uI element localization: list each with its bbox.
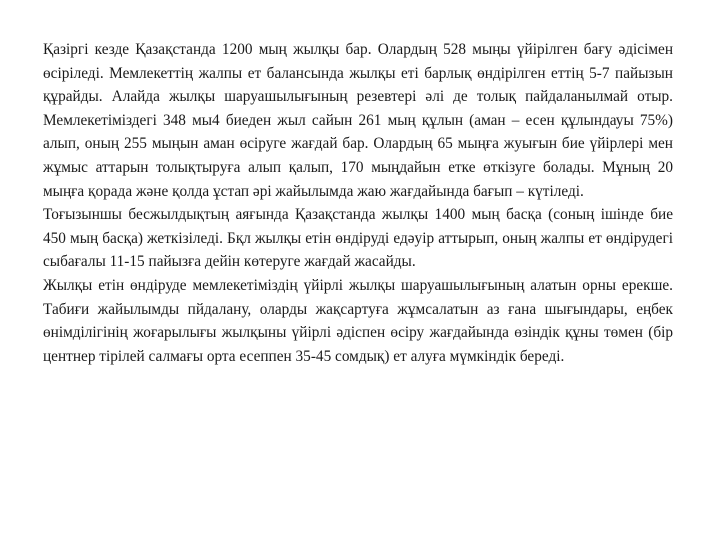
paragraph-1: Қазіргі кезде Қазақстанда 1200 мың жылқы бар. Олардың 528 мыңы үйірілген бағу әдісімен өсіріледі. Мемлекеттің жалпы ет балансында жылқы еті барлық өндірілген еттің 5-7 пайызын құрайды. Алайда жылқы шаруашылығының резевтері әлі де толық пайдаланылмай отыр. Мемлекетіміздегі 348 мы4 биеден жыл сайын 261 мың құлын (аман – есен құлындауы 75%) алып, оның 255 мыңын аман өсіруге жағдай бар. Олардың 65 мыңға жуығын бие үйірлері мен жұмыс аттарын толықтыруға алып қалып, 170 мыңдайын етке өткізуге болады. Мұның 20 мыңға қорада және қолда ұстап әрі жайылымда жаю жағдайында бағып – күтіледі.: [43, 41, 673, 200]
paragraph-3: Жылқы етін өндіруде мемлекетіміздің үйірлі жылқы шаруашылығының алатын орны ерекше. Табиғи жайылымды пйдалану, оларды жақсартуға жұмсалатын аз ғана шығындары, еңбек өнімділігінің жоғарылығы жылқыны үйірлі әдіспен өсіру жағдайында өзіндік құны төмен (бір центнер тірілей салмағы орта есеппен 35-45 сомдық) ет алуға мүмкіндік береді.: [43, 276, 673, 365]
paragraph-2: Тоғызыншы бесжылдықтың аяғында Қазақстанда жылқы 1400 мың басқа (соның ішінде бие 450 мың басқа) жеткізіледі. Бқл жылқы етін өндіруді едәуір аттырып, оның жалпы ет өндірудегі сыбағалы 11-15 пайызға дейін көтеруге жағдай жасайды.: [43, 206, 673, 271]
document-body: [43, 38, 673, 368]
